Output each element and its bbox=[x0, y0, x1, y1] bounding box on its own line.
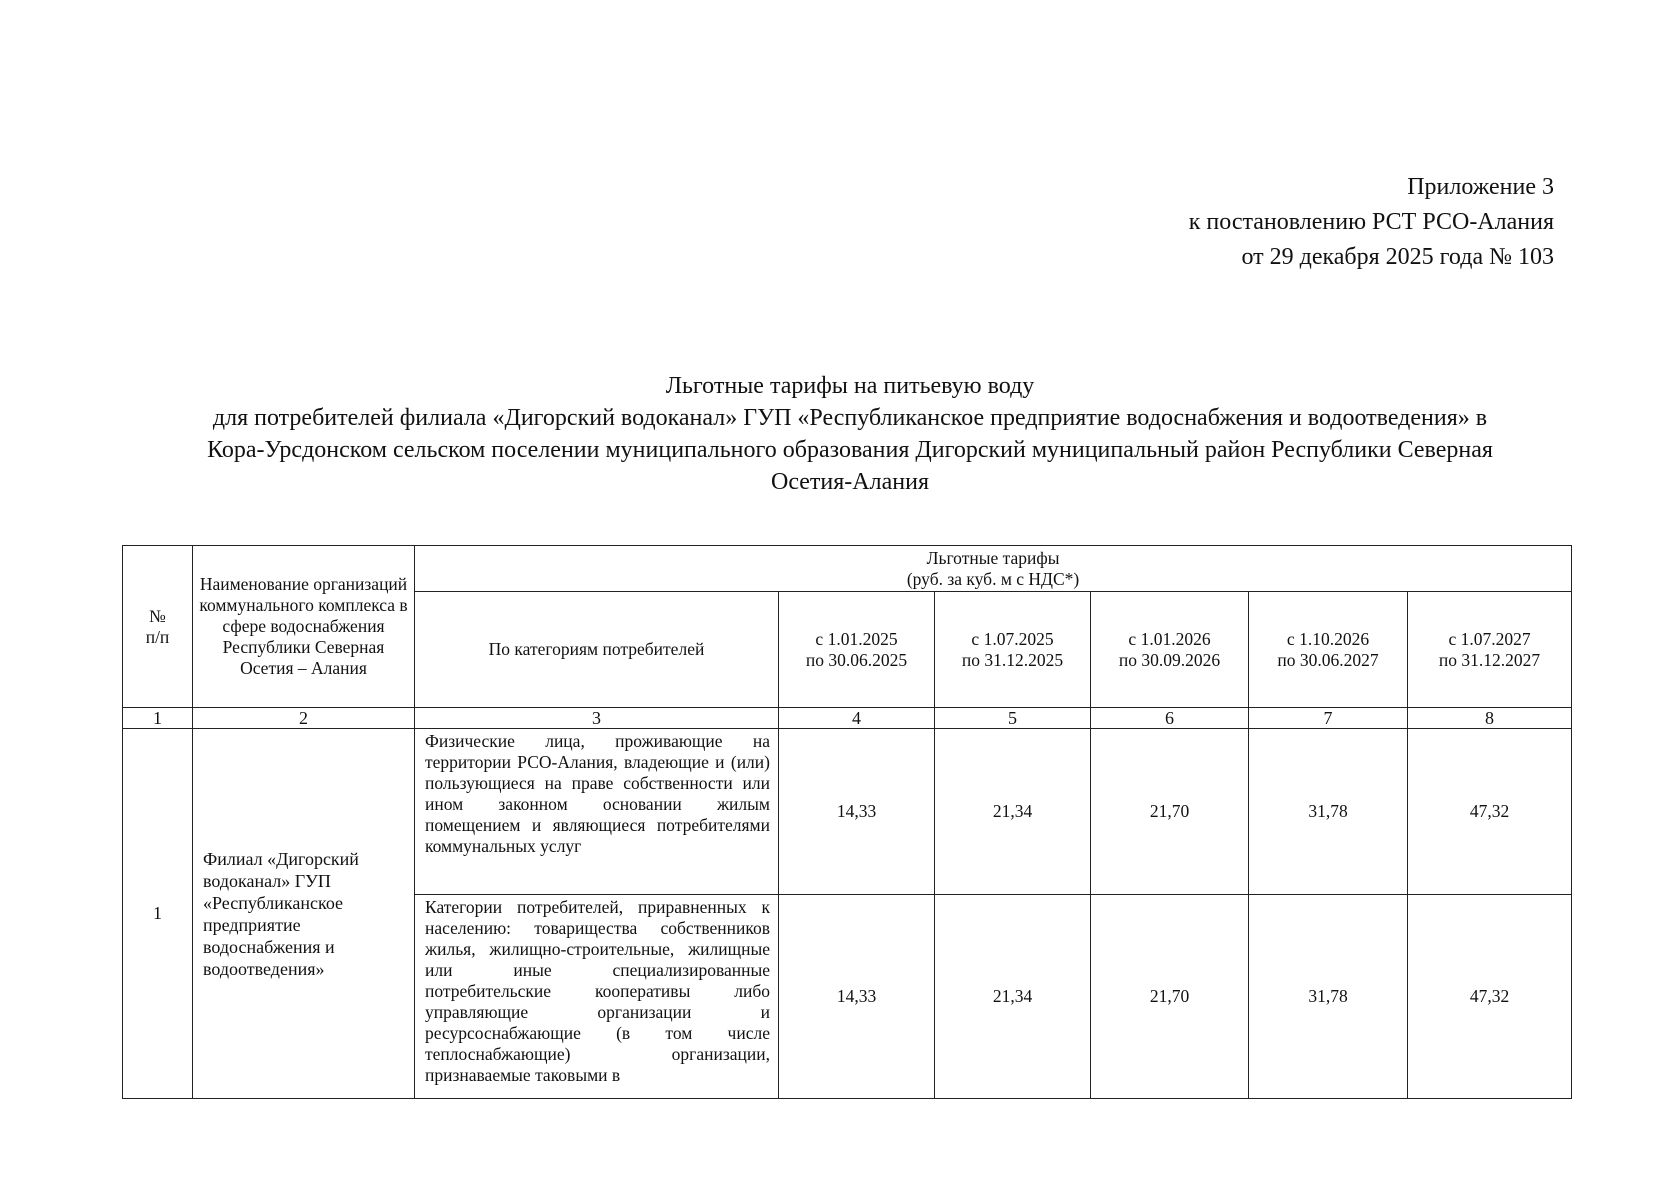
column-number-1: 1 bbox=[123, 708, 193, 729]
title-line-1: Льготные тарифы на питьевую воду bbox=[665, 373, 1035, 399]
period-3-from: с 1.01.2026 bbox=[1128, 628, 1211, 649]
organization-name bbox=[193, 729, 415, 1099]
period-2-to: по 31.12.2025 bbox=[961, 649, 1064, 670]
header-period-5 bbox=[1408, 592, 1572, 708]
tariff-value: 21,34 bbox=[935, 729, 1091, 895]
period-5-to: по 31.12.2027 bbox=[1438, 649, 1541, 670]
period-2-from: с 1.07.2025 bbox=[971, 628, 1054, 649]
category-cell bbox=[415, 895, 779, 1099]
header-tariffs-cell bbox=[415, 546, 1572, 592]
table-row bbox=[123, 729, 1572, 895]
category-text: Категории потребителей, приравненных к населению: товарищества собственников жилья, жилищно-строительные, жилищные или иные специализированные потребительские кооперативы либо управляющие организации и ресурсоснабжающие (в том числе теплоснабжающие) организации, признаваемые таковыми в bbox=[425, 897, 770, 1085]
column-number-3: 3 bbox=[415, 708, 779, 729]
column-number-8: 8 bbox=[1408, 708, 1572, 729]
tariff-table bbox=[122, 545, 1572, 1099]
column-number-5: 5 bbox=[935, 708, 1091, 729]
tariff-value: 14,33 bbox=[779, 895, 935, 1099]
column-number-2: 2 bbox=[193, 708, 415, 729]
appendix-line-1: Приложение 3 bbox=[1407, 174, 1554, 200]
tariff-value: 21,70 bbox=[1091, 895, 1249, 1099]
tariff-value: 21,34 bbox=[935, 895, 1091, 1099]
column-number-row bbox=[123, 708, 1572, 729]
header-row-1 bbox=[123, 546, 1572, 592]
period-1-to: по 30.06.2025 bbox=[805, 649, 908, 670]
header-number: № п/п bbox=[145, 605, 170, 647]
header-period-4 bbox=[1249, 592, 1408, 708]
tariff-value: 31,78 bbox=[1249, 895, 1408, 1099]
period-4-to: по 30.06.2027 bbox=[1277, 649, 1379, 670]
header-period-1 bbox=[779, 592, 935, 708]
category-text: Физические лица, проживающие на территории РСО-Алания, владеющие и (или) пользующиеся на праве собственности или ином законном основании жилым помещением и являющиеся потребителями коммунальных услуг bbox=[425, 731, 770, 856]
document-title bbox=[140, 370, 1560, 498]
header-organization-cell bbox=[193, 546, 415, 708]
header-category-cell bbox=[415, 592, 779, 708]
row-number: 1 bbox=[123, 729, 193, 1099]
header-period-2 bbox=[935, 592, 1091, 708]
period-3-to: по 30.09.2026 bbox=[1118, 649, 1221, 670]
tariff-value: 31,78 bbox=[1249, 729, 1408, 895]
appendix-line-3: от 29 декабря 2025 года № 103 bbox=[1241, 244, 1554, 270]
period-1-from: с 1.01.2025 bbox=[815, 628, 898, 649]
header-category: По категориям потребителей bbox=[488, 639, 705, 659]
tariff-value: 21,70 bbox=[1091, 729, 1249, 895]
header-tariffs-unit: (руб. за куб. м с НДС*) bbox=[906, 568, 1080, 589]
organization-name-text: Филиал «Дигорский водоканал» ГУП «Республиканское предприятие водоснабжения и водоотведения» bbox=[203, 848, 359, 979]
tariff-value: 14,33 bbox=[779, 729, 935, 895]
appendix-header bbox=[1189, 170, 1554, 275]
column-number-6: 6 bbox=[1091, 708, 1249, 729]
tariff-value: 47,32 bbox=[1408, 729, 1572, 895]
period-5-from: с 1.07.2027 bbox=[1448, 628, 1531, 649]
title-line-3: Кора-Урсдонском сельском поселении муниципального образования Дигорский муниципальный район Республики Северная bbox=[207, 437, 1493, 463]
column-number-7: 7 bbox=[1249, 708, 1408, 729]
column-number-4: 4 bbox=[779, 708, 935, 729]
title-line-2: для потребителей филиала «Дигорский водоканал» ГУП «Республиканское предприятие водоснабжения и водоотведения» в bbox=[212, 405, 1488, 431]
header-tariffs-title: Льготные тарифы bbox=[926, 547, 1060, 568]
appendix-line-2: к постановлению РСТ РСО-Алания bbox=[1188, 209, 1554, 235]
category-cell bbox=[415, 729, 779, 895]
header-organization: Наименование организаций коммунального комплекса в сфере водоснабжения Республики Северная Осетия – Алания bbox=[199, 574, 408, 678]
header-period-3 bbox=[1091, 592, 1249, 708]
period-4-from: с 1.10.2026 bbox=[1286, 628, 1370, 649]
title-line-4: Осетия-Алания bbox=[771, 469, 929, 495]
tariff-value: 47,32 bbox=[1408, 895, 1572, 1099]
header-number-cell bbox=[123, 546, 193, 708]
